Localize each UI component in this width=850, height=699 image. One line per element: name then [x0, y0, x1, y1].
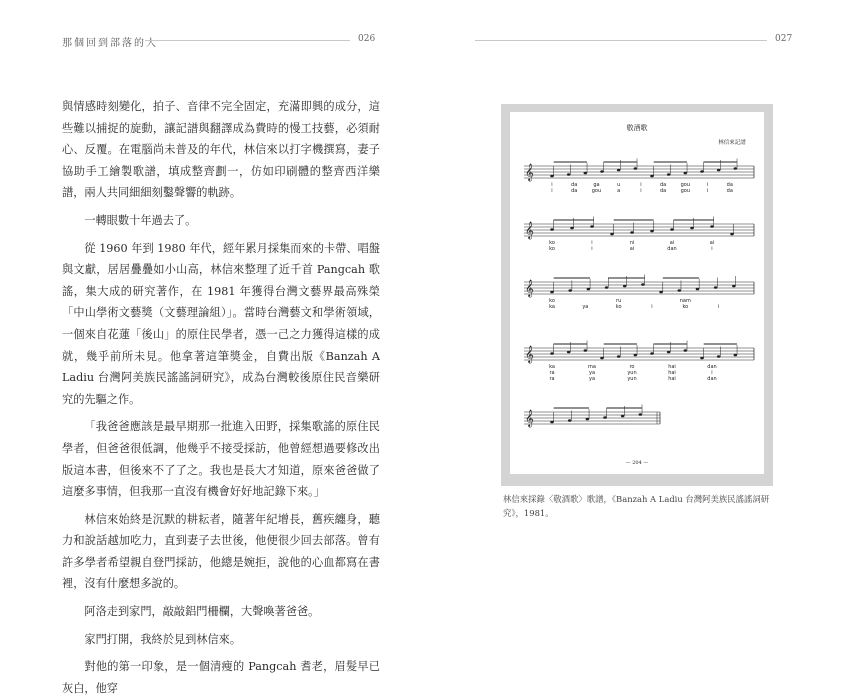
note-head — [684, 172, 688, 175]
note-head — [617, 169, 621, 172]
lyric-syllable: dan — [667, 246, 677, 252]
note-head — [584, 349, 588, 352]
lyric-syllable: ni — [629, 240, 635, 246]
note-head — [634, 167, 638, 170]
lyric-syllable: ru — [616, 298, 622, 304]
note-head — [550, 352, 554, 355]
body-text — [62, 96, 380, 699]
note-head — [634, 354, 638, 357]
lyric-syllable: i — [706, 182, 709, 188]
note-head — [717, 355, 721, 358]
lyric-syllable: ai — [669, 240, 675, 246]
lyric-syllable: yun — [627, 376, 637, 382]
note-head — [696, 288, 700, 291]
score-attribution: 林信來記譜 — [718, 140, 746, 146]
lyric-syllable: gou — [591, 188, 602, 194]
note-head — [550, 175, 554, 178]
note-head — [623, 285, 627, 288]
page-number: 026 — [358, 34, 376, 44]
note-head — [567, 173, 571, 176]
lyric-syllable: ko — [682, 304, 689, 310]
paragraph: 家門打開，我終於見到林信來。 — [84, 632, 242, 646]
note-head — [568, 419, 572, 422]
treble-clef-icon: 𝄞 — [525, 221, 534, 239]
note-head — [550, 421, 554, 424]
lyric-syllable: ka — [549, 304, 555, 310]
lyric-syllable: da — [726, 188, 733, 194]
lyric-syllable: gou — [680, 188, 691, 194]
lyric-syllable: ma — [588, 364, 596, 370]
lyric-syllable: ko — [549, 246, 555, 252]
header-rule — [475, 40, 767, 41]
lyric-syllable: ra — [549, 376, 555, 382]
note-head — [650, 352, 654, 355]
note-head — [550, 291, 554, 294]
lyric-syllable: i — [706, 188, 709, 194]
note-head — [568, 289, 572, 292]
treble-clef-icon: 𝄞 — [525, 163, 534, 181]
note-head — [605, 286, 609, 289]
note-head — [700, 357, 704, 360]
note-head — [587, 288, 591, 291]
note-head — [734, 354, 738, 357]
left-page — [0, 0, 425, 695]
paragraph: 一轉眼數十年過去了。 — [84, 213, 197, 227]
lyric-syllable: dan — [707, 364, 717, 370]
lyric-syllable: hai — [668, 364, 676, 370]
lyric-syllable: ro — [629, 364, 635, 370]
note-head — [603, 416, 607, 419]
note-head — [670, 228, 674, 231]
note-head — [690, 227, 694, 230]
note-head — [600, 170, 604, 173]
note-head — [610, 233, 614, 236]
note-head — [734, 167, 738, 170]
lyric-syllable: i — [640, 182, 642, 188]
lyric-syllable: i — [591, 246, 593, 252]
paragraph: 從 1960 年到 1980 年代，經年累月採集而來的卡帶、唱盤與文獻，居居疊疊如小山高，林信來整理了近千首 Pangcah 歌謠，集大成的研究著作，在 1981 年獲得台灣文藝界最高殊榮「中山學術文藝獎（文藝理論組）」。當時台灣藝文和學術領域，一個來自花蓮「後山」的原住民學者，憑一己之力獲得這樣的成就，幾乎前所未見。他拿著這筆獎金，自費出版《Banzah A Ladiu 台灣阿美族民謠謠詞研究》，成為台灣較後原住民音樂研究的先驅之作。 — [62, 241, 380, 406]
lyric-syllable: i — [591, 240, 593, 246]
note-head — [586, 418, 590, 421]
note-head — [659, 291, 663, 294]
note-head — [621, 415, 625, 418]
lyric-syllable: i — [717, 304, 720, 310]
note-head — [550, 228, 554, 231]
quote-paragraph: 「我爸爸應該是最早期那一批進入田野，採集歌謠的原住民學者，但爸爸很低調，他幾乎不接受採訪，他曾經想過要修改出版這本書，但後來不了了之。我也是長大才知道，原來爸爸做了這麼多事情，但我那一直沒有機會好好地記錄下來。」 — [62, 420, 380, 499]
lyric-syllable: da — [571, 188, 578, 194]
lyric-syllable: a — [617, 188, 621, 194]
lyric-syllable: i — [551, 182, 553, 188]
lyric-syllable: ka — [549, 364, 555, 370]
score-title: 敬酒歌 — [626, 124, 648, 132]
lyric-syllable: hai — [668, 376, 676, 382]
note-head — [650, 175, 654, 178]
note-head — [639, 413, 643, 416]
inner-page-number: — 204 — — [625, 460, 649, 466]
lyric-syllable: hai — [668, 370, 676, 376]
paragraph: 對他的第一印象，是一個清瘦的 Pangcah 耆老，眉髮早已灰白，他穿 — [62, 660, 380, 695]
note-head — [710, 225, 714, 228]
note-head — [667, 351, 671, 354]
lyric-syllable: i — [640, 188, 642, 194]
right-page — [425, 0, 850, 575]
note-head — [617, 355, 621, 358]
lyric-syllable: ya — [582, 304, 589, 310]
note-head — [630, 231, 634, 234]
note-head — [714, 286, 718, 289]
note-head — [584, 172, 588, 175]
figure-frame — [501, 104, 773, 486]
note-head — [600, 357, 604, 360]
lyric-syllable: ko — [549, 240, 555, 246]
music-score-image — [510, 112, 764, 474]
treble-clef-icon: 𝄞 — [525, 345, 534, 363]
note-head — [700, 170, 704, 173]
note-head — [650, 230, 654, 233]
note-head — [684, 349, 688, 352]
lyric-syllable: i — [551, 188, 553, 194]
note-head — [717, 169, 721, 172]
paragraph: 林信來始終是沉默的耕耘者，隨著年紀增長，舊疾纏身，聽力和說話越加吃力，直到妻子去世後，他便很少回去部落。曾有許多學者希望親自登門採訪，他總是婉拒，說他的心血都寫在書裡，沒有什麼想多說的。 — [62, 512, 380, 591]
lyric-syllable: i — [711, 246, 713, 252]
figure-caption: 林信來採錄〈敬酒歌〉歌譜，《Banzah A Ladiu 台灣阿美族民謠謠詞研究》，1981。 — [503, 494, 770, 518]
paragraph: 阿洛走到家門，敲敲鋁門柵欄，大聲喚著爸爸。 — [84, 605, 320, 619]
header-rule — [145, 40, 350, 41]
lyric-syllable: da — [726, 182, 733, 188]
running-head: 那個回到部落的人 — [62, 38, 158, 49]
lyric-syllable: ai — [629, 246, 635, 252]
note-head — [677, 289, 681, 292]
lyric-syllable: ya — [588, 376, 596, 382]
lyric-syllable: ko — [615, 304, 622, 310]
lyric-syllable: ra — [549, 370, 555, 376]
lyric-syllable: ko — [549, 298, 555, 304]
lyric-syllable: ya — [588, 370, 596, 376]
lyric-syllable: da — [571, 182, 578, 188]
lyric-syllable: yun — [627, 370, 637, 376]
lyric-syllable: ga — [593, 182, 600, 188]
note-head — [730, 233, 734, 236]
note-head — [667, 173, 671, 176]
page-number: 027 — [775, 34, 793, 44]
lyric-syllable: da — [659, 188, 667, 194]
lyric-syllable: ai — [709, 240, 715, 246]
paragraph: 與情感時刻變化，拍子、音律不完全固定，充滿即興的成分，這些難以捕捉的旋動，讓記譜與翻譯成為費時的慢工技藝，必須耐心、反覆。在電腦尚未普及的年代，林信來以打字機撰寫，妻子協助手工繪製歌譜，填成整齊劃一，仿如印刷體的整齊西洋樂譜，兩人共同細細刻鑿聲響的軌跡。 — [62, 100, 380, 200]
lyric-syllable: gou — [680, 182, 691, 188]
music-score — [510, 112, 764, 474]
note-head — [732, 285, 736, 288]
lyric-syllable: i — [651, 304, 653, 310]
lyric-syllable: u — [617, 182, 621, 188]
note-head — [590, 225, 594, 228]
treble-clef-icon: 𝄞 — [525, 409, 534, 427]
lyric-syllable: dan — [707, 376, 717, 382]
note-head — [570, 227, 574, 230]
lyric-syllable: nam — [679, 298, 691, 304]
lyric-syllable: da — [659, 182, 667, 188]
lyric-syllable: i — [711, 370, 713, 376]
note-head — [641, 283, 645, 286]
note-head — [567, 351, 571, 354]
treble-clef-icon: 𝄞 — [525, 279, 534, 297]
